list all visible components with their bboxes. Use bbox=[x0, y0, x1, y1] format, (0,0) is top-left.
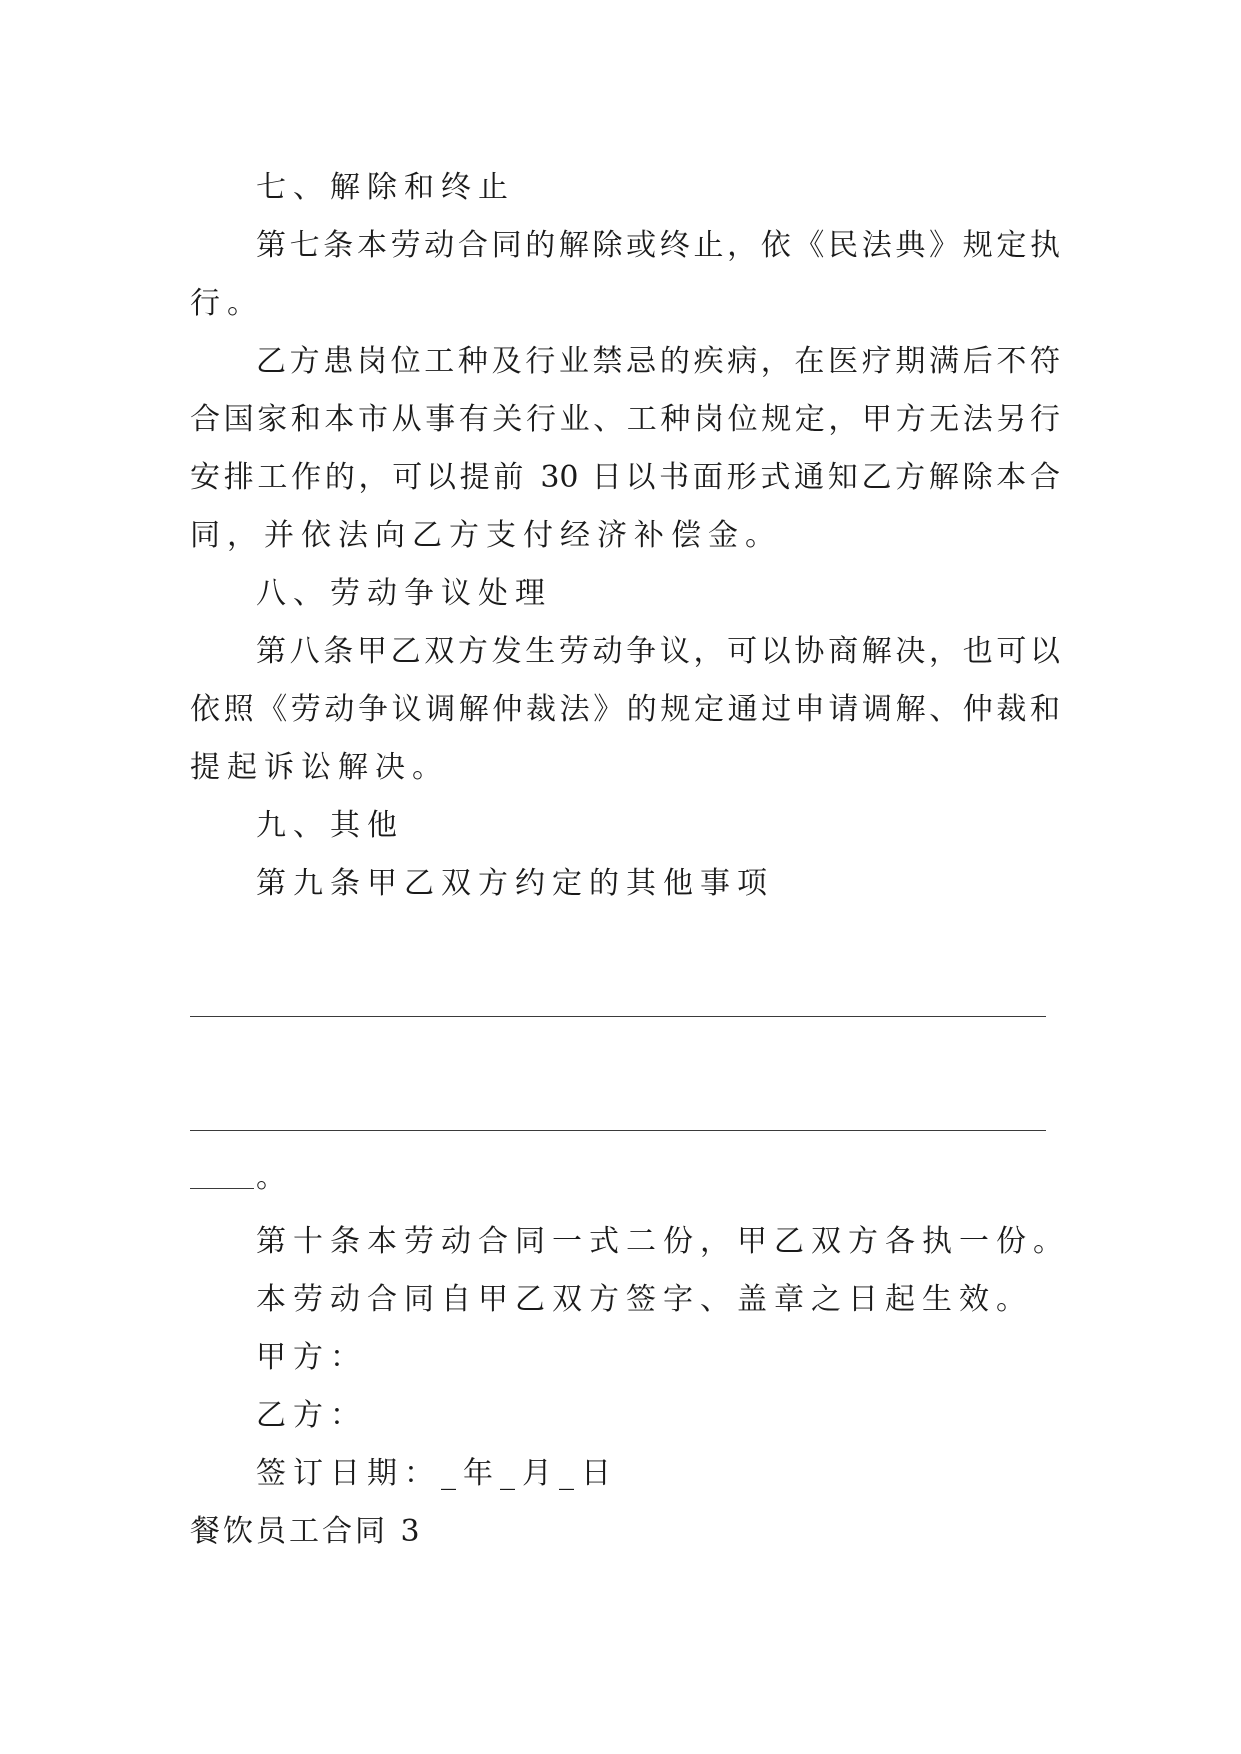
section-8-heading: 八、劳动争议处理 bbox=[256, 576, 552, 611]
section-10-paragraph-2: 本劳动合同自甲乙双方签字、盖章之日起生效。 bbox=[256, 1282, 1033, 1317]
next-contract-title: 餐饮员工合同 3 bbox=[190, 1514, 423, 1549]
section-7-paragraph-1-line-1: 第七条本劳动合同的解除或终止，依《民法典》规定执 bbox=[256, 228, 1060, 263]
section-8-paragraph-1-line-2: 依照《劳动争议调解仲裁法》的规定通过申请调解、仲裁和 bbox=[190, 692, 1060, 727]
section-9-paragraph-1: 第九条甲乙双方约定的其他事项 bbox=[256, 866, 774, 901]
section-7-heading: 七、解除和终止 bbox=[256, 170, 515, 205]
blank-end-mark: 。 bbox=[256, 1160, 286, 1195]
blank-line-2 bbox=[190, 1130, 1046, 1131]
party-b-label: 乙方： bbox=[256, 1398, 367, 1433]
signing-date-line: 签订日期：_年_月_日 bbox=[256, 1456, 618, 1491]
section-10-paragraph-1: 第十条本劳动合同一式二份，甲乙双方各执一份。 bbox=[256, 1224, 1070, 1259]
party-a-label: 甲方： bbox=[256, 1340, 367, 1375]
section-7-paragraph-2-line-1: 乙方患岗位工种及行业禁忌的疾病，在医疗期满后不符 bbox=[256, 344, 1060, 379]
section-9-heading: 九、其他 bbox=[256, 808, 404, 843]
blank-line-3 bbox=[190, 1188, 254, 1189]
section-7-paragraph-1-line-2: 行。 bbox=[190, 286, 264, 321]
section-7-paragraph-2-line-3: 安排工作的，可以提前 30 日以书面形式通知乙方解除本合 bbox=[190, 460, 1060, 495]
section-8-paragraph-1-line-3: 提起诉讼解决。 bbox=[190, 750, 449, 785]
section-7-paragraph-2-line-4: 同，并依法向乙方支付经济补偿金。 bbox=[190, 518, 782, 553]
blank-line-1 bbox=[190, 1016, 1046, 1017]
section-7-paragraph-2-line-2: 合国家和本市从事有关行业、工种岗位规定，甲方无法另行 bbox=[190, 402, 1060, 437]
section-8-paragraph-1-line-1: 第八条甲乙双方发生劳动争议，可以协商解决，也可以 bbox=[256, 634, 1060, 669]
